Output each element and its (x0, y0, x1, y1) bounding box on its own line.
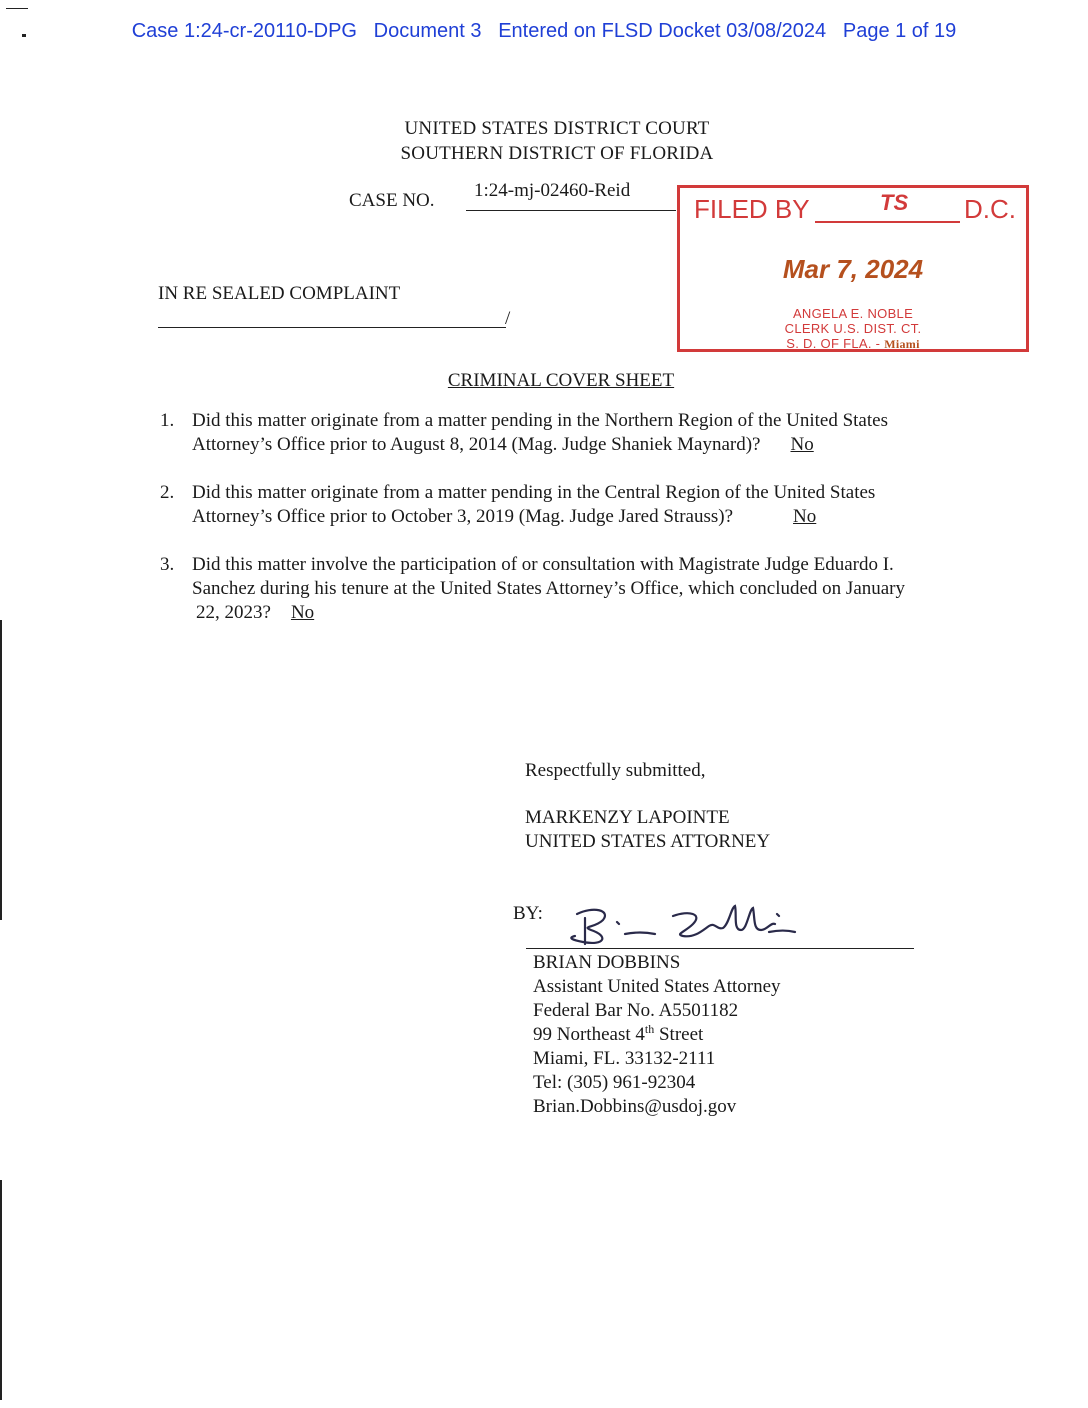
stamp-initials: TS (880, 190, 909, 215)
street-name: Street (654, 1024, 704, 1045)
stamp-city: Miami (884, 337, 920, 351)
stamp-district: S. D. OF FLA. - (786, 336, 881, 351)
stamp-initials-line (815, 221, 960, 223)
question-number: 2. (160, 482, 175, 503)
question-3 (160, 553, 965, 625)
case-number-underline (466, 210, 676, 211)
scan-mark (0, 1180, 2, 1400)
street-ordinal: th (644, 1022, 655, 1036)
stamp-filed-by: FILED BY (694, 194, 810, 224)
telephone: Tel: (305) 961-92304 (533, 1072, 696, 1093)
docket-header (0, 20, 1088, 43)
question-text: Attorney’s Office prior to October 3, 2019 (Mag. Judge Jared Strauss)? (192, 506, 734, 527)
filed-stamp (677, 185, 1029, 352)
caption-underline (158, 327, 506, 328)
question-text-line: Sanchez during his tenure at the United States Attorney’s Office, which concluded on January (192, 578, 906, 599)
signer-title: Assistant United States Attorney (533, 976, 781, 997)
stamp-district-line (680, 336, 1026, 352)
question-text-line: Did this matter originate from a matter pending in the Central Region of the United States (192, 482, 876, 503)
street-address (533, 1023, 781, 1047)
question-number: 3. (160, 554, 175, 575)
question-text-line: Did this matter involve the participation of or consultation with Magistrate Judge Eduardo I. (192, 554, 894, 575)
email: Brian.Dobbins@usdoj.gov (533, 1096, 737, 1117)
stamp-clerk-name: ANGELA E. NOBLE (792, 306, 914, 321)
attorney-name: MARKENZY LAPOINTE (525, 807, 730, 828)
by-label: BY: (513, 903, 543, 924)
question-text-line (160, 505, 965, 529)
question-answer: No (290, 602, 315, 623)
stamp-dc: D.C. (964, 194, 1016, 224)
handwritten-signature (565, 900, 805, 950)
question-text-line (160, 601, 965, 625)
caption-slash: / (505, 308, 511, 329)
question-text: Attorney’s Office prior to August 8, 2014 (Mag. Judge Shaniek Maynard)? (192, 434, 761, 455)
question-text: 22, 2023? (196, 602, 271, 623)
question-text-line (160, 433, 965, 457)
scan-mark (6, 8, 28, 9)
question-answer: No (793, 506, 817, 527)
sheet-title: CRIMINAL COVER SHEET (447, 370, 675, 391)
header-document: Document 3 (373, 20, 482, 42)
signer-name: BRIAN DOBBINS (533, 952, 681, 973)
signature-line (526, 948, 914, 949)
court-name-line1: UNITED STATES DISTRICT COURT (404, 118, 710, 139)
attorney-title: UNITED STATES ATTORNEY (525, 831, 771, 852)
scan-mark (22, 34, 26, 37)
case-number-label: CASE NO. (349, 190, 435, 211)
signer-block (533, 951, 781, 1119)
city-line: Miami, FL. 33132-2111 (533, 1048, 716, 1069)
street-number: 99 Northeast 4 (533, 1024, 645, 1045)
question-1 (160, 409, 965, 457)
question-2 (160, 481, 965, 529)
header-entered: Entered on FLSD Docket 03/08/2024 (498, 20, 827, 42)
stamp-date: Mar 7, 2024 (782, 254, 924, 284)
court-name-line2: SOUTHERN DISTRICT OF FLORIDA (400, 143, 714, 164)
scan-mark (0, 620, 2, 920)
closing: Respectfully submitted, (525, 760, 706, 781)
question-text-line: Did this matter originate from a matter pending in the Northern Region of the United States (192, 410, 888, 431)
caption-title: IN RE SEALED COMPLAINT (158, 283, 401, 304)
header-case: Case 1:24-cr-20110-DPG (131, 20, 357, 42)
bar-number: Federal Bar No. A5501182 (533, 1000, 739, 1021)
question-answer: No (790, 434, 814, 455)
question-number: 1. (160, 410, 175, 431)
stamp-clerk-title: CLERK U.S. DIST. CT. (784, 321, 922, 336)
case-number-value: 1:24-mj-02460-Reid (474, 180, 631, 201)
header-page: Page 1 of 19 (842, 20, 957, 42)
